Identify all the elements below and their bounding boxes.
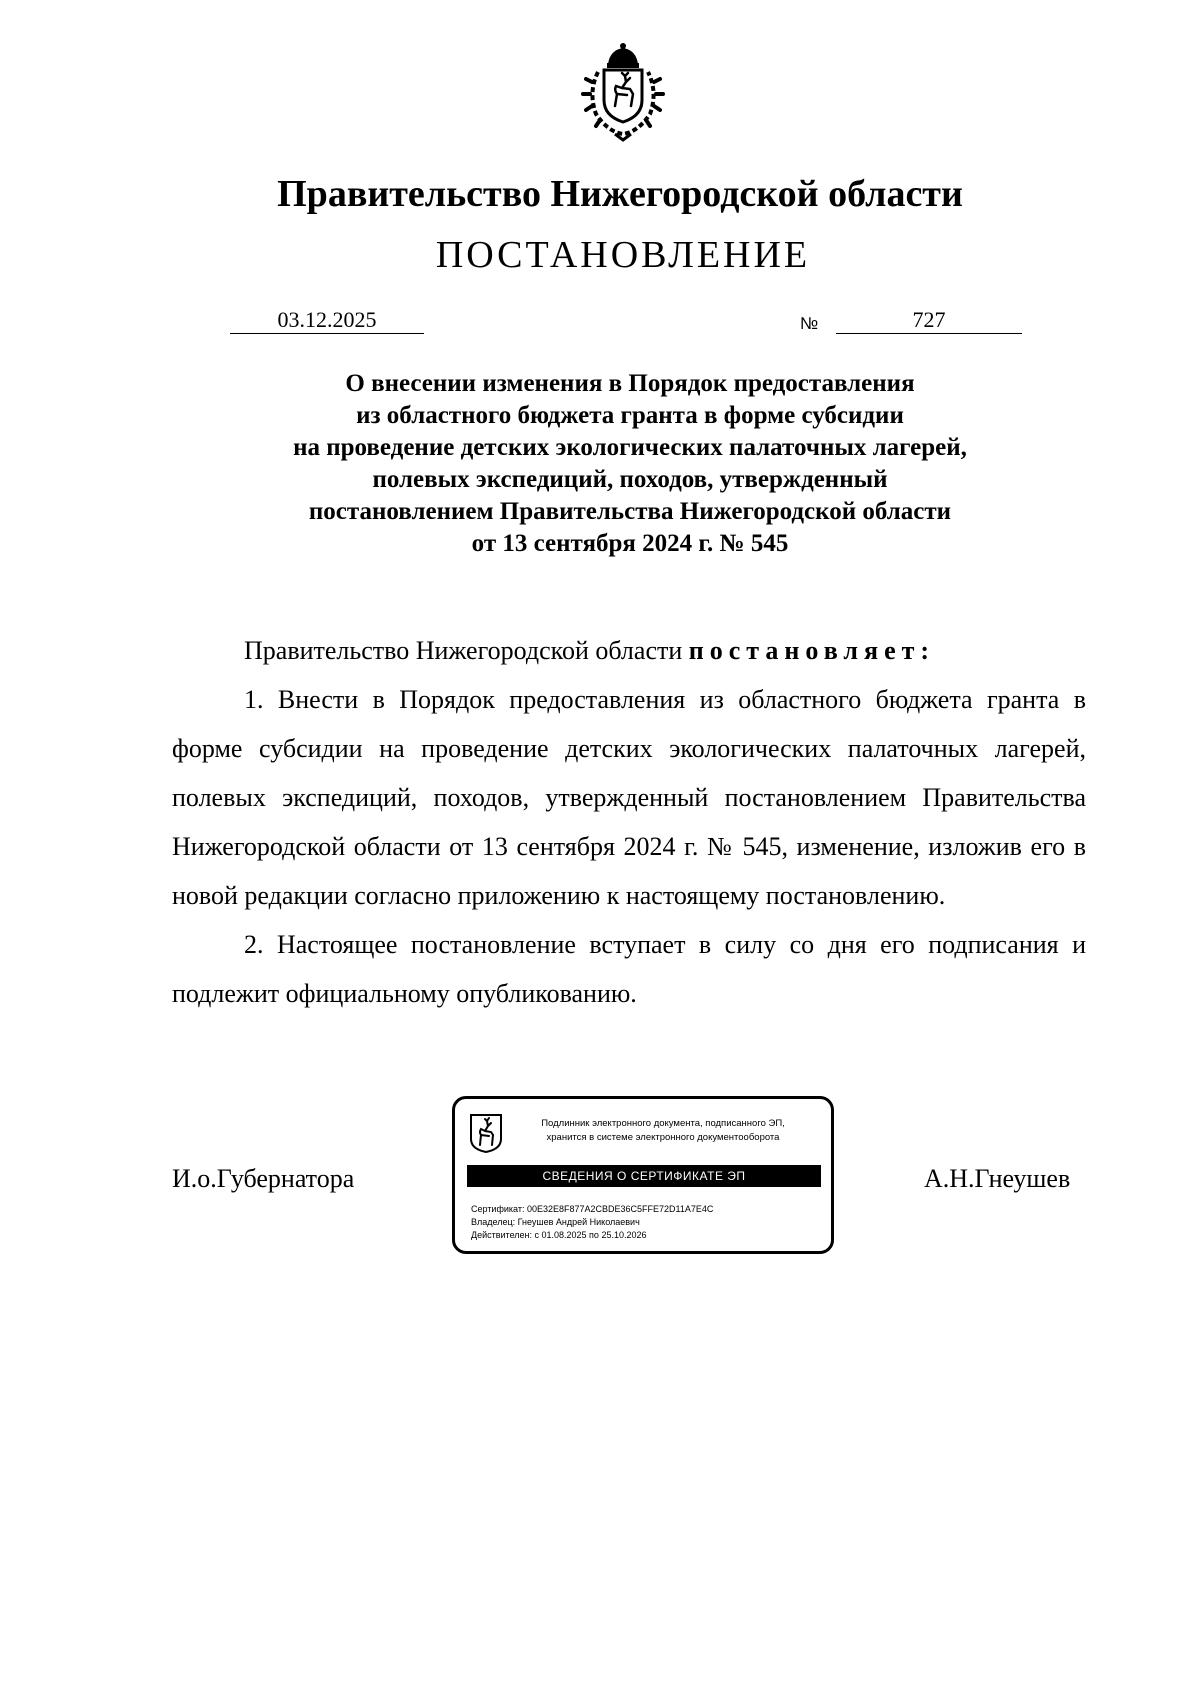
certificate-owner: Владелец: Гнеушев Андрей Николаевич: [471, 1217, 640, 1227]
stamp-header: СВЕДЕНИЯ О СЕРТИФИКАТЕ ЭП: [467, 1165, 821, 1187]
stamp-note: [515, 1117, 811, 1145]
document-number: 727: [836, 307, 1022, 334]
subject-line: О внесении изменения в Порядок предоставления: [345, 370, 915, 397]
stamp-note-line: Подлинник электронного документа, подписанного ЭП,: [541, 1118, 785, 1129]
document-body: [172, 626, 1086, 1018]
subject-line: постановлением Правительства Нижегородской области: [308, 498, 952, 525]
subject-line: полевых экспедиций, походов, утвержденный: [372, 466, 888, 493]
decree-lead-text: Правительство Нижегородской области: [244, 636, 689, 665]
subject-line: из областного бюджета гранта в форме субсидии: [356, 402, 904, 429]
organization-title: Правительство Нижегородской области: [277, 173, 963, 215]
electronic-signature-stamp: [452, 1096, 834, 1254]
paragraph-1: 1. Внести в Порядок предоставления из областного бюджета гранта в форме субсидии на проведение детских экологических палаточных лагерей, полевых экспедиций, походов, утвержденный постановлением Правительства Нижегородской области от 13 сентября 2024 г. № 545, изменение, изложив его в новой редакции согласно приложению к настоящему постановлению.: [172, 685, 1086, 910]
subject-line: на проведение детских экологических палаточных лагерей,: [293, 434, 967, 461]
signatory-position: И.о.Губернатора: [172, 1164, 355, 1193]
deer-emblem-icon: [469, 1113, 503, 1153]
number-label: №: [800, 314, 819, 333]
certificate-id: Сертификат: 00E32E8F877A2CBDE36C5FFE72D11A7E4C: [471, 1204, 714, 1214]
decree-verb: постановляет:: [688, 636, 936, 665]
certificate-info: [471, 1203, 713, 1242]
paragraph-2: 2. Настоящее постановление вступает в силу со дня его подписания и подлежит официальному опубликованию.: [172, 930, 1086, 1008]
document-date: 03.12.2025: [230, 307, 424, 334]
stamp-note-line: хранится в системе электронного документооборота: [546, 1132, 780, 1143]
certificate-validity: Действителен: с 01.08.2025 по 25.10.2026: [471, 1230, 647, 1240]
decree-lead: [172, 626, 1086, 675]
coat-of-arms-icon: [570, 42, 676, 142]
document-type: ПОСТАНОВЛЕНИЕ: [435, 234, 811, 276]
signatory-name: А.Н.Гнеушев: [924, 1164, 1071, 1193]
subject-line: от 13 сентября 2024 г. № 545: [471, 530, 789, 557]
document-subject: [150, 368, 1110, 560]
